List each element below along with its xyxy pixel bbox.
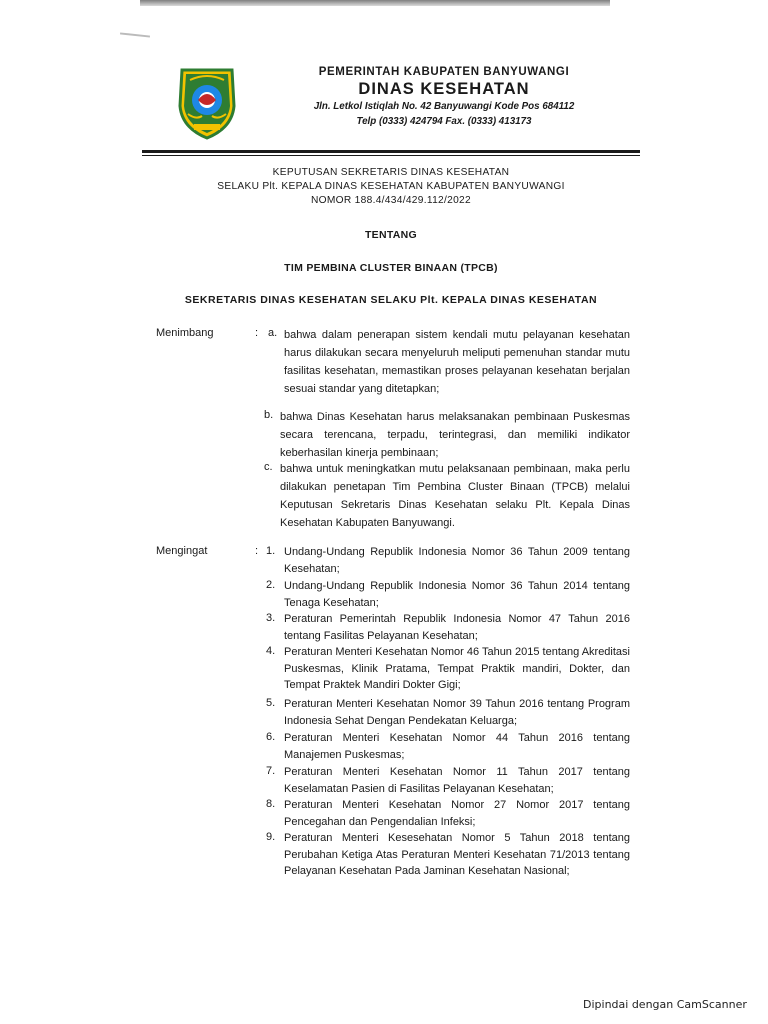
letterhead-department: DINAS KESEHATAN <box>358 80 530 98</box>
mengingat-item-marker: 1. <box>266 545 276 557</box>
menimbang-item-marker: b. <box>264 409 274 421</box>
menimbang-item-text: bahwa dalam penerapan sistem kendali mutu pelayanan kesehatan harus dilakukan secara menyeluruh meliputi pemenuhan standar mutu fasilitas kesehatan, memastikan proses pelayanan kesehatan berjalan sesuai standar yang ditetapkan; <box>284 329 630 395</box>
issuing-official: SEKRETARIS DINAS KESEHATAN SELAKU Plt. KEPALA DINAS KESEHATAN <box>184 294 598 306</box>
mengingat-item-marker: 4. <box>266 645 276 657</box>
menimbang-colon: : <box>255 327 259 339</box>
mengingat-item-marker: 5. <box>266 697 276 709</box>
mengingat-item-text: Peraturan Menteri Kesesehatan Nomor 5 Tahun 2018 tentang Perubahan Ketiga Atas Peraturan Menteri Kesehatan 71/2013 tentang Pelayanan Kesehatan Pada Jaminan Kesehatan Nasional; <box>284 832 630 877</box>
decree-title-line-2: SELAKU Plt. KEPALA DINAS KESEHATAN KABUPATEN BANYUWANGI <box>217 181 565 192</box>
letterhead-address: Jln. Letkol Istiqlah No. 42 Banyuwangi Kode Pos 684112 <box>313 101 575 112</box>
mengingat-item-marker: 6. <box>266 731 276 743</box>
menimbang-label: Menimbang <box>156 327 214 339</box>
letterhead-rule-thin <box>142 155 640 156</box>
camscanner-watermark: Dipindai dengan CamScanner <box>583 998 747 1011</box>
mengingat-item-text: Undang-Undang Republik Indonesia Nomor 36 Tahun 2014 tentang Tenaga Kesehatan; <box>284 580 630 609</box>
menimbang-item-marker: c. <box>264 461 273 473</box>
mengingat-item-text: Undang-Undang Republik Indonesia Nomor 36 Tahun 2009 tentang Kesehatan; <box>284 546 630 575</box>
mengingat-item-marker: 2. <box>266 579 276 591</box>
banyuwangi-regency-emblem-icon <box>176 66 238 140</box>
letterhead-rule-thick <box>142 150 640 153</box>
letterhead-phone: Telp (0333) 424794 Fax. (0333) 413173 <box>356 116 532 127</box>
mengingat-item-marker: 7. <box>266 765 276 777</box>
mengingat-item-text: Peraturan Menteri Kesehatan Nomor 11 Tahun 2017 tentang Keselamatan Pasien di Fasilitas Pelayanan Kesehatan; <box>284 766 630 795</box>
mengingat-item-marker: 3. <box>266 612 276 624</box>
mengingat-item-text: Peraturan Menteri Kesehatan Nomor 46 Tahun 2015 tentang Akreditasi Puskesmas, Klinik Pratama, Tempat Praktik mandiri, Dokter, dan Tempat Praktek Mandiri Dokter Gigi; <box>284 646 630 691</box>
decree-title-line-1: KEPUTUSAN SEKRETARIS DINAS KESEHATAN <box>272 167 510 178</box>
decree-number: NOMOR 188.4/434/429.112/2022 <box>311 195 471 206</box>
decree-subject: TIM PEMBINA CLUSTER BINAAN (TPCB) <box>284 262 498 274</box>
about-label: TENTANG <box>364 229 418 241</box>
menimbang-item-text: bahwa untuk meningkatkan mutu pelaksanaan pembinaan, maka perlu dilakukan penetapan Tim Pembina Cluster Binaan (TPCB) melalui Keputusan Sekretaris Dinas Kesehatan selaku Plt. Kepala Dinas Kesehatan Kabupaten Banyuwangi. <box>280 463 630 529</box>
mengingat-colon: : <box>255 545 259 557</box>
mengingat-item-text: Peraturan Menteri Kesehatan Nomor 44 Tahun 2016 tentang Manajemen Puskesmas; <box>284 732 630 761</box>
mengingat-item-marker: 8. <box>266 798 276 810</box>
menimbang-item-marker: a. <box>268 327 278 339</box>
mengingat-item-text: Peraturan Menteri Kesehatan Nomor 27 Nomor 2017 tentang Pencegahan dan Pengendalian Infeksi; <box>284 799 630 828</box>
mengingat-item-text: Peraturan Menteri Kesehatan Nomor 39 Tahun 2016 tentang Program Indonesia Sehat Dengan Pendekatan Keluarga; <box>284 698 630 727</box>
mengingat-item-text: Peraturan Pemerintah Republik Indonesia Nomor 47 Tahun 2016 tentang Fasilitas Pelayanan Kesehatan; <box>284 613 630 642</box>
letterhead-government: PEMERINTAH KABUPATEN BANYUWANGI <box>318 66 570 78</box>
mengingat-item-marker: 9. <box>266 831 276 843</box>
mengingat-label: Mengingat <box>156 545 208 557</box>
menimbang-item-text: bahwa Dinas Kesehatan harus melaksanakan pembinaan Puskesmas secara terencana, terpadu, terintegrasi, dan memiliki indikator keberhasilan kinerja pembinaan; <box>280 411 630 459</box>
